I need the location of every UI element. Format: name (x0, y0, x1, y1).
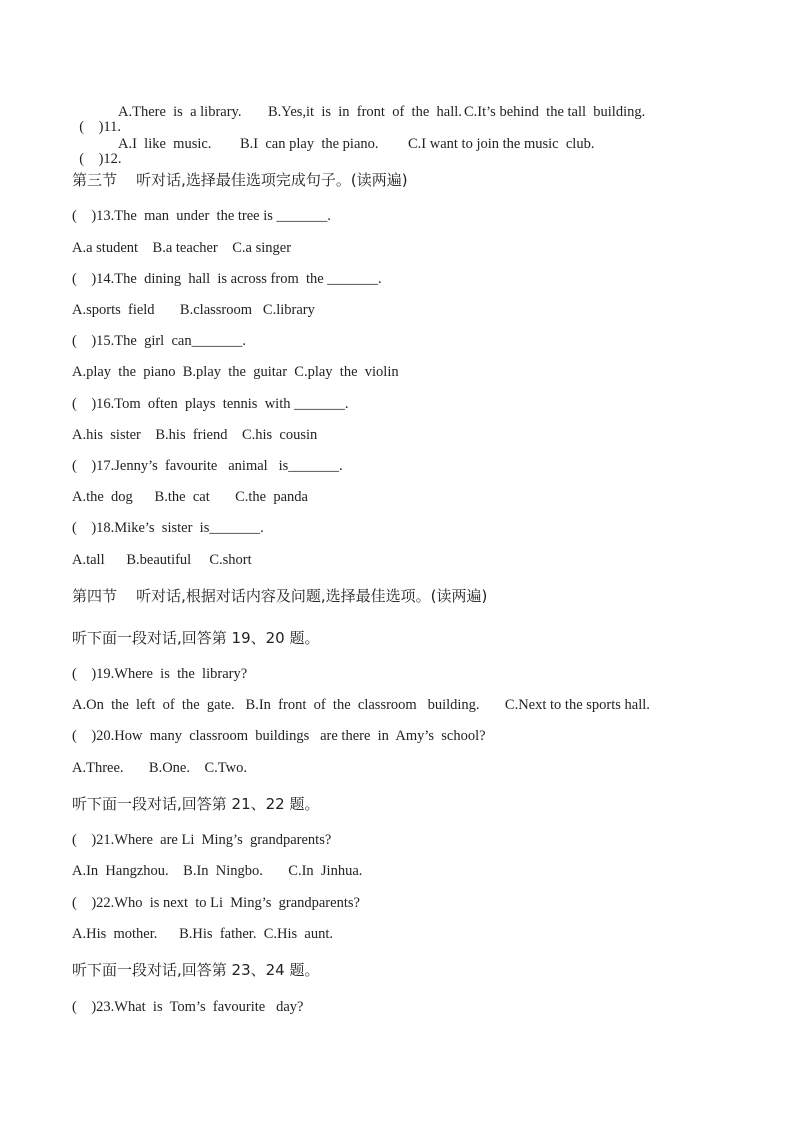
question-11-option-a: A.There is a library. (118, 104, 242, 120)
question-22-stem: ( )22.Who is next to Li Ming’s grandparents? (72, 895, 360, 911)
question-12-option-c: C.I want to join the music club. (408, 136, 595, 152)
question-20-options: A.Three. B.One. C.Two. (72, 760, 247, 776)
dialog-21-22-intro: 听下面一段对话,回答第 21、22 题。 (72, 795, 320, 813)
question-21-options: A.In Hangzhou. B.In Ningbo. C.In Jinhua. (72, 863, 363, 879)
question-19-options: A.On the left of the gate. B.In front of the classroom building. C.Next to the sports hall. (72, 697, 650, 713)
question-14-options: A.sports field B.classroom C.library (72, 302, 315, 318)
dialog-19-20-intro: 听下面一段对话,回答第 19、20 题。 (72, 629, 320, 647)
question-12 (72, 136, 595, 167)
question-17-stem: ( )17.Jenny’s favourite animal is_______. (72, 458, 343, 474)
question-13-stem: ( )13.The man under the tree is _______. (72, 208, 331, 224)
question-14-stem: ( )14.The dining hall is across from the _______. (72, 271, 382, 287)
question-16-options: A.his sister B.his friend C.his cousin (72, 427, 318, 443)
question-12-number: ( )12. (79, 150, 122, 167)
question-21-stem: ( )21.Where are Li Ming’s grandparents? (72, 832, 332, 848)
question-12-option-a: A.I like music. (118, 136, 212, 152)
question-18-stem: ( )18.Mike’s sister is_______. (72, 520, 264, 536)
question-11 (72, 104, 646, 135)
question-22-options: A.His mother. B.His father. C.His aunt. (72, 926, 333, 942)
question-11-option-c: C.It’s behind the tall building. (464, 104, 646, 120)
section-4-heading: 第四节 听对话,根据对话内容及问题,选择最佳选项。(读两遍) (72, 587, 488, 605)
question-11-option-b: B.Yes,it is in front of the hall. (268, 104, 462, 120)
question-15-stem: ( )15.The girl can_______. (72, 333, 246, 349)
question-20-stem: ( )20.How many classroom buildings are there in Amy’s school? (72, 728, 486, 744)
question-18-options: A.tall B.beautiful C.short (72, 552, 252, 568)
question-15-options: A.play the piano B.play the guitar C.play the violin (72, 364, 399, 380)
question-11-number: ( )11. (79, 118, 121, 135)
question-12-option-b: B.I can play the piano. (240, 136, 379, 152)
question-16-stem: ( )16.Tom often plays tennis with _______. (72, 396, 349, 412)
question-13-options: A.a student B.a teacher C.a singer (72, 240, 292, 256)
question-19-stem: ( )19.Where is the library? (72, 666, 248, 682)
section-3-heading: 第三节 听对话,选择最佳选项完成句子。(读两遍) (72, 171, 408, 189)
dialog-23-24-intro: 听下面一段对话,回答第 23、24 题。 (72, 961, 320, 979)
question-23-stem: ( )23.What is Tom’s favourite day? (72, 999, 304, 1015)
question-17-options: A.the dog B.the cat C.the panda (72, 489, 308, 505)
